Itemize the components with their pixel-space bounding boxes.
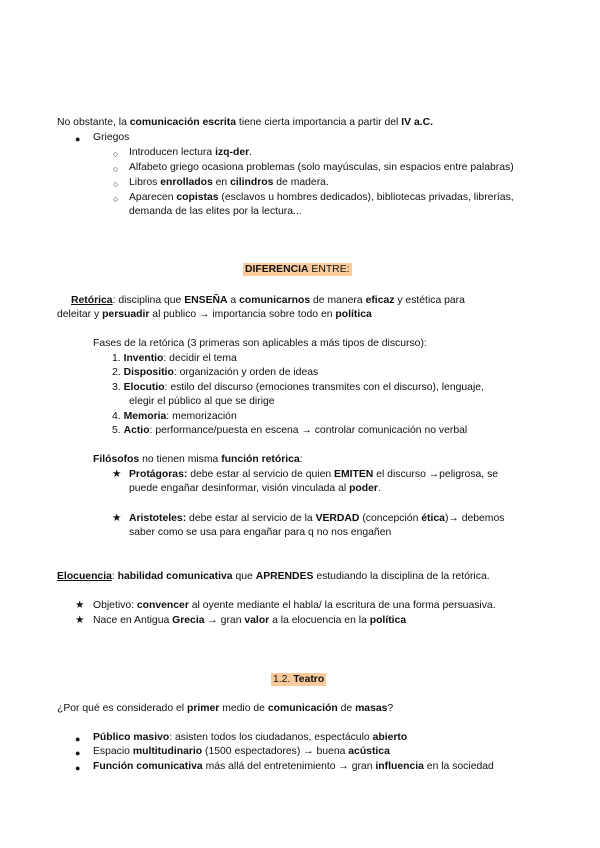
bullet-dot: ●	[75, 134, 81, 144]
greeks-label: Griegos	[93, 132, 130, 143]
greeks-item: Libros enrollados en cilindros de madera.	[129, 177, 329, 188]
section-title: DIFERENCIA ENTRE:	[245, 264, 350, 275]
philosopher-item: Aristoteles: debe estar al servicio de la VERDAD (concepción ética)→ debemos	[129, 513, 505, 524]
elocuencia-item: Nace en Antigua Grecia → gran valor a la elocuencia en la política	[93, 615, 407, 626]
teatro-question: ¿Por qué es considerado el primer medio de comunicación de masas?	[57, 703, 394, 714]
teatro-item: Público masivo: asisten todos los ciudadanos, espectáculo abierto	[93, 732, 408, 743]
philosopher-item-cont: puede engañar desinformar, visión vinculada al poder.	[129, 483, 381, 494]
greeks-item: Aparecen copistas (esclavos u hombres dedicados), bibliotecas privadas, librerías,	[129, 192, 514, 203]
elocuencia-definition: Elocuencia: habilidad comunicativa que APRENDES estudiando la disciplina de la retórica.	[57, 571, 490, 582]
bullet-circle: ○	[113, 194, 119, 204]
teatro-item: Espacio multitudinario (1500 espectadores) → buena acústica	[93, 746, 390, 757]
intro-line: No obstante, la comunicación escrita tiene cierta importancia a partir del IV a.C.	[57, 117, 433, 128]
phases-intro: Fases de la retórica (3 primeras son aplicables a más tipos de discurso):	[93, 338, 427, 349]
philosopher-item-cont: saber como se usa para engañar para q no nos engañen	[129, 527, 392, 538]
bullet-circle: ○	[113, 164, 119, 174]
greeks-item: Introducen lectura izq-der.	[129, 147, 253, 158]
teatro-title: 1.2. Teatro	[273, 674, 325, 685]
philosophers-intro: Filósofos no tienen misma función retórica:	[93, 454, 303, 465]
star-icon: ★	[112, 469, 122, 480]
greeks-item: Alfabeto griego ocasiona problemas (solo mayúsculas, sin espacios entre palabras)	[129, 162, 514, 173]
phase-item-cont: elegir el público al que se dirige	[129, 396, 275, 407]
retorica-definition-cont: deleitar y persuadir al publico → importancia sobre todo en política	[57, 309, 372, 320]
phase-item: 3. Elocutio: estilo del discurso (emociones transmites con el discurso), lenguaje,	[112, 382, 484, 393]
greeks-item-cont: demanda de las elites por la lectura...	[129, 206, 302, 217]
teatro-item: Función comunicativa más allá del entretenimiento → gran influencia en la sociedad	[93, 761, 494, 772]
phase-item: 2. Dispositio: organización y orden de ideas	[112, 367, 319, 378]
star-icon: ★	[112, 513, 122, 524]
phase-item: 5. Actio: performance/puesta en escena → controlar comunicación no verbal	[112, 425, 468, 436]
elocuencia-item: Objetivo: convencer al oyente mediante el habla/ la escritura de una forma persuasiva.	[93, 600, 496, 611]
phase-item: 1. Inventio: decidir el tema	[112, 353, 237, 364]
star-icon: ★	[75, 600, 85, 611]
bullet-dot: ●	[75, 748, 81, 758]
retorica-definition: Retórica: disciplina que ENSEÑA a comunicarnos de manera eficaz y estética para	[71, 295, 465, 306]
phase-item: 4. Memoria: memorización	[112, 411, 237, 422]
bullet-circle: ○	[113, 179, 119, 189]
philosopher-item: Protágoras: debe estar al servicio de quien EMITEN el discurso →peligrosa, se	[129, 469, 499, 480]
bullet-dot: ●	[75, 734, 81, 744]
bullet-dot: ●	[75, 763, 81, 773]
bullet-circle: ○	[113, 149, 119, 159]
star-icon: ★	[75, 615, 85, 626]
